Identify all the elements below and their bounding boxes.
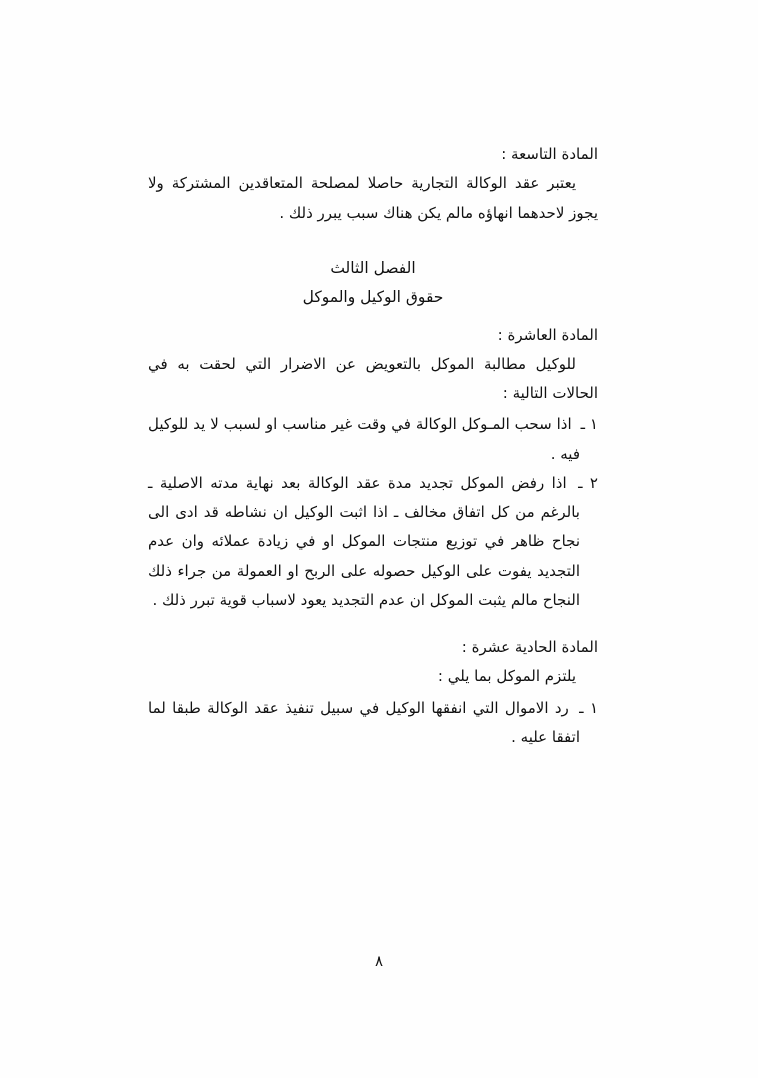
list-item-text: اذا سحب المـوكل الوكالة في وقت غير مناسب او لسبب لا يد للوكيل فيه .: [148, 415, 580, 463]
chapter-three-title-line2: حقوق الوكيل والموكل: [302, 288, 444, 307]
article-nine-heading: المادة التاسعة :: [501, 145, 598, 163]
article-nine-body: يعتبر عقد الوكالة التجارية حاصلا لمصلحة المتعاقدين المشتركة ولا يجوز لاحدهما انهاؤه مالم يكن هناك سبب يبرر ذلك .: [148, 174, 598, 222]
list-item-text: اذا رفض الموكل تجديد مدة عقد الوكالة بعد نهاية مدته الاصلية ـ بالرغم من كل اتفاق مخالف ـ اذا اثبت الوكيل ان نشاطه قد ادى الى نجاح ظاهر في توزيع منتجات الموكل او في زيادة عملائه وان عدم التجديد يفوت على الوكيل حصوله على الربح او العمولة من جراء ذلك النجاح مالم يثبت الموكل ان عدم التجديد يعود لاسباب قوية تبرر ذلك .: [148, 473, 580, 609]
section-spacer: [148, 615, 598, 633]
list-marker: ١ ـ: [579, 698, 598, 717]
list-marker: ١ ـ: [580, 415, 598, 434]
list-item-text: رد الاموال التي انفقها الوكيل في سبيل تنفيذ عقد الوكالة طبقا لما اتفقا عليه .: [148, 698, 580, 746]
document-body: [148, 140, 598, 752]
article-ten-heading: المادة العاشرة :: [497, 325, 598, 344]
article-eleven-heading: المادة الحادية عشرة :: [461, 638, 598, 657]
article-ten-item-2: [148, 469, 598, 615]
article-eleven-body: يلتزم الموكل بما يلي :: [437, 667, 576, 686]
list-marker: ٢ ـ: [578, 473, 598, 492]
article-ten-body: للوكيل مطالبة الموكل بالتعويض عن الاضرار التي لحقت به في الحالات التالية :: [148, 354, 598, 403]
chapter-three-title: [148, 254, 598, 313]
chapter-three-title-line1: الفصل الثالث: [330, 258, 416, 277]
article-eleven-item-1: [148, 694, 598, 753]
article-ten-item-1: [148, 410, 598, 469]
page-number: ٨: [374, 952, 384, 970]
